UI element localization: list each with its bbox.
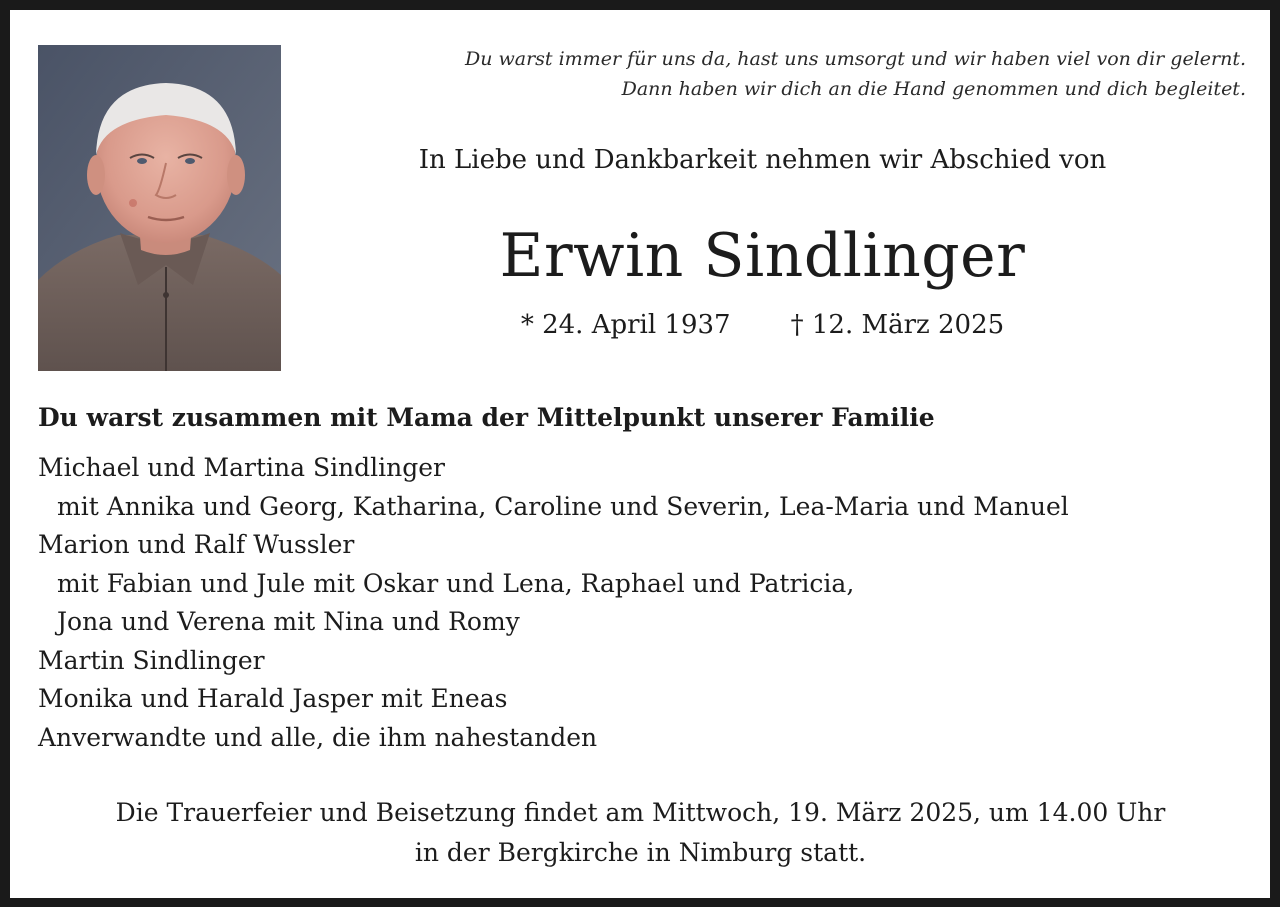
family-heading: Du warst zusammen mit Mama der Mittelpunkt unserer Familie — [38, 403, 935, 432]
life-dates — [300, 308, 1225, 342]
family-line: Jona und Verena mit Nina und Romy — [57, 607, 520, 636]
family-line: Anverwandte und alle, die ihm nahestanden — [38, 722, 598, 752]
family-line: mit Annika und Georg, Katharina, Caroline und Severin, Lea-Maria und Manuel — [57, 491, 1069, 521]
service-info — [38, 793, 1243, 873]
family-line: Marion und Ralf Wussler — [38, 530, 355, 559]
service-line-1: Die Trauerfeier und Beisetzung findet am Mittwoch, 19. März 2025, um 14.00 Uhr — [115, 798, 1166, 827]
family-list — [38, 449, 1248, 757]
obituary-card — [10, 10, 1270, 898]
birth-date: * 24. April 1937 — [520, 310, 731, 340]
family-line: Michael und Martina Sindlinger — [38, 453, 446, 482]
deceased-name: Erwin Sindlinger — [499, 221, 1026, 291]
service-line-2: in der Bergkirche in Nimburg statt. — [414, 838, 867, 867]
family-line: Monika und Harald Jasper mit Eneas — [38, 684, 508, 713]
motto-line-1: Du warst immer für uns da, hast uns umsorgt und wir haben viel von dir gelernt. — [464, 48, 1246, 70]
motto-line-2: Dann haben wir dich an die Hand genommen und dich begleitet. — [621, 78, 1246, 100]
motto-quote — [465, 44, 1246, 104]
family-line: Martin Sindlinger — [38, 645, 265, 675]
intro-text: In Liebe und Dankbarkeit nehmen wir Abschied von — [418, 145, 1107, 175]
portrait-photo — [38, 45, 281, 371]
death-date: † 12. März 2025 — [790, 310, 1005, 340]
family-line: mit Fabian und Jule mit Oskar und Lena, Raphael und Patricia, — [57, 568, 855, 598]
